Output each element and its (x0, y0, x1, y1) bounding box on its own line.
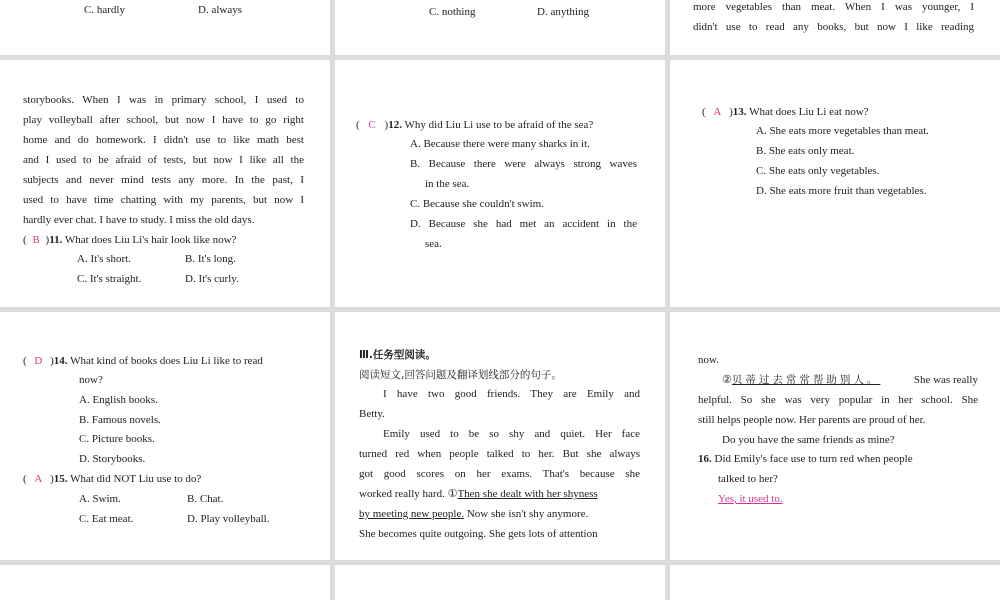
question-15 (23, 469, 201, 489)
question-number: 13. (732, 106, 747, 118)
passage-line: got good scores on her exams. That's because she (359, 468, 640, 480)
question-text-continued: now? (79, 374, 103, 386)
option-d: D. always (198, 4, 242, 16)
panel-top-left (0, 0, 330, 55)
passage-line: play volleyball after school, but now I have to go right (23, 114, 304, 126)
panel-bottom-right (670, 312, 1000, 560)
option-d: D. Because she had met an accident in the (410, 218, 637, 230)
option-a: A. It's short. (77, 253, 131, 265)
question-11 (23, 230, 236, 250)
question-number: 14. (53, 355, 68, 367)
passage-line: didn't use to read any books, but now I like reading (693, 21, 974, 33)
option-a: A. Because there were many sharks in it. (410, 138, 590, 150)
answer-paren: ) (45, 234, 50, 246)
answer-letter: A (713, 106, 722, 118)
passage-line: I have two good friends. They are Emily and (383, 388, 640, 400)
passage-line: used to have time chatting with my parents, but now I (23, 194, 304, 206)
option-a: A. Swim. (79, 493, 121, 505)
passage-line: Betty. (359, 408, 385, 420)
passage-line-underlined (722, 370, 978, 390)
answer-paren: ) (384, 119, 389, 131)
question-text: What did NOT Liu use to do? (70, 473, 202, 485)
panel-top-middle (335, 0, 665, 55)
panel-top-right (670, 0, 1000, 55)
answer-paren: ( (23, 355, 27, 367)
answer-paren: ( (356, 119, 360, 131)
passage-line-underlined (359, 484, 598, 504)
option-c: C. Picture books. (79, 433, 155, 445)
passage-line: now. (698, 354, 719, 366)
question-number: 15. (53, 473, 68, 485)
panel-next-center (335, 565, 665, 600)
passage-line: hardly ever chat. I have to study. I miss the old days. (23, 214, 255, 226)
question-text: Why did Liu Li use to be afraid of the sea? (404, 119, 594, 131)
question-text: What does Liu Li's hair look like now? (64, 234, 237, 246)
option-b: B. Famous novels. (79, 414, 161, 426)
answer-letter: B (32, 234, 40, 246)
panel-bottom-left (0, 312, 330, 560)
option-b-continued: in the sea. (425, 178, 470, 190)
passage-line: more vegetables than meat. When I was younger, I (693, 1, 974, 13)
panel-middle-left (0, 60, 330, 307)
passage-line-underlined (359, 504, 588, 524)
passage-line: and I used to be afraid of tests, but now I like all the (23, 154, 304, 166)
option-d: D. Storybooks. (79, 453, 146, 465)
passage-line: home and do homework. I didn't use to like math best (23, 134, 304, 146)
underlined-sentence-1-continued: by meeting new people. (359, 508, 465, 520)
answer-paren: ) (50, 473, 54, 485)
panel-middle-right (670, 60, 1000, 307)
panel-next-right (670, 565, 1000, 600)
answer-letter: C (368, 119, 376, 131)
panel-next-left (0, 565, 330, 600)
answer-paren: ( (23, 473, 27, 485)
answer-letter: D (34, 355, 43, 367)
question-number: 11. (49, 234, 63, 246)
option-a: A. She eats more vegetables than meat. (756, 125, 929, 137)
option-c: C. Eat meat. (79, 513, 134, 525)
passage-line: turned red when people talked to her. But she always (359, 448, 640, 460)
answer-paren: ( (23, 234, 27, 246)
option-d: D. She eats more fruit than vegetables. (756, 185, 927, 197)
passage-line: Do you have the same friends as mine? (722, 434, 895, 446)
passage-line: subjects and never mind tests any more. In the past, I (23, 174, 304, 186)
passage-line: still helps people now. Her parents are proud of her. (698, 414, 926, 426)
option-c: C. hardly (84, 4, 125, 16)
question-14 (23, 351, 263, 371)
question-text: What kind of books does Liu Li like to read (70, 355, 263, 367)
question-16 (698, 449, 913, 469)
question-number: 16. (698, 453, 712, 465)
panel-middle-center (335, 60, 665, 307)
sentence-marker: ② (722, 374, 732, 386)
question-number: 12. (388, 119, 402, 131)
passage-text: Now she isn't shy anymore. (464, 508, 589, 520)
option-c: C. nothing (429, 6, 476, 18)
passage-text: worked really hard. ① (359, 488, 458, 500)
passage-line: She becomes quite outgoing. She gets lots of attention (359, 528, 598, 540)
passage-line: helpful. So she was very popular in her school. She (698, 394, 978, 406)
answer-paren: ) (729, 106, 733, 118)
question-12 (356, 115, 593, 135)
option-a: A. English books. (79, 394, 158, 406)
option-d: D. It's curly. (185, 273, 239, 285)
answer-paren: ( (702, 106, 706, 118)
option-d: D. anything (537, 6, 589, 18)
question-13 (702, 102, 869, 122)
option-c: C. Because she couldn't swim. (410, 198, 544, 210)
section-title: Ⅲ.任务型阅读。 (359, 349, 436, 361)
passage-line: Emily used to be so shy and quiet. Her face (383, 428, 640, 440)
underlined-sentence-2: 贝蒂过去常常帮助别人。 (731, 374, 881, 386)
option-d: D. Play volleyball. (187, 513, 270, 525)
passage-text: She was really (913, 374, 978, 386)
underlined-sentence-1: Then she dealt with her shyness (457, 488, 598, 500)
option-b: B. Chat. (187, 493, 224, 505)
option-d-continued: sea. (425, 238, 442, 250)
question-text-continued: talked to her? (718, 473, 778, 485)
answer-text: Yes, it used to. (718, 493, 783, 505)
instruction: 阅读短文,回答问题及翻译划线部分的句子。 (359, 369, 562, 381)
answer-letter: A (34, 473, 43, 485)
option-b: B. It's long. (185, 253, 236, 265)
option-c: C. It's straight. (77, 273, 142, 285)
question-text: Did Emily's face use to turn red when people (714, 453, 913, 465)
option-b: B. She eats only meat. (756, 145, 855, 157)
passage-line: storybooks. When I was in primary school, I used to (23, 94, 304, 106)
option-b: B. Because there were always strong waves (410, 158, 637, 170)
question-text: What does Liu Li eat now? (749, 106, 869, 118)
answer-paren: ) (50, 355, 54, 367)
option-c: C. She eats only vegetables. (756, 165, 880, 177)
panel-bottom-center (335, 312, 665, 560)
